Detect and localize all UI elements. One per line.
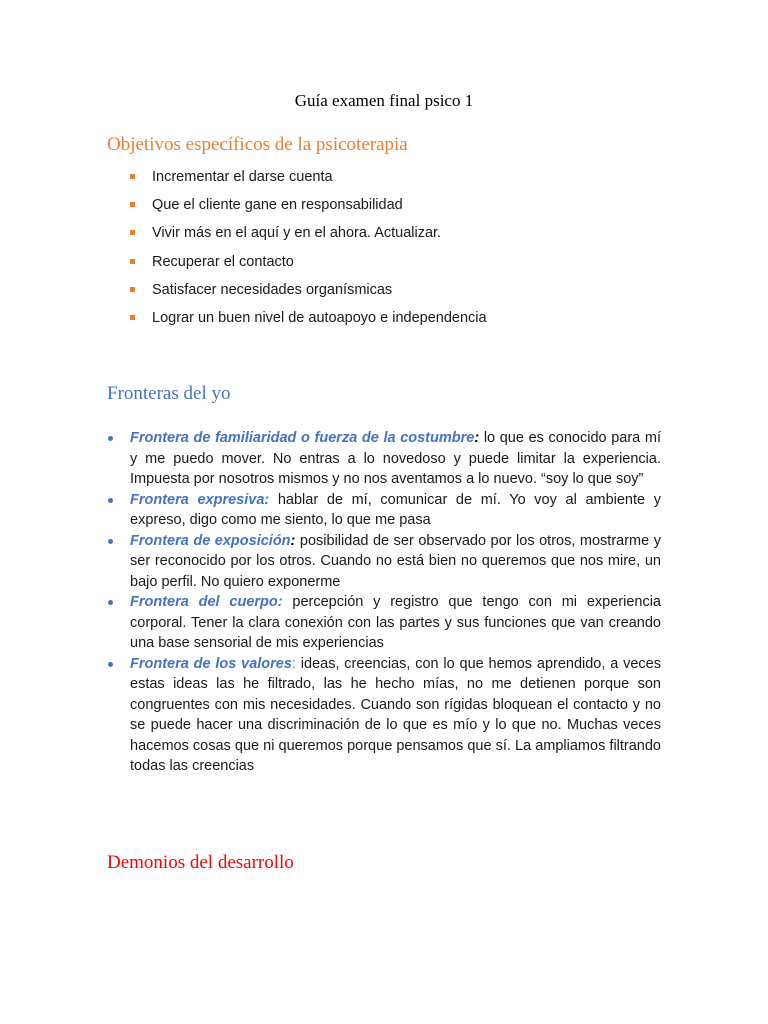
list-item-text: Incrementar el darse cuenta	[152, 169, 333, 185]
list-item	[130, 219, 487, 247]
square-bullet-icon	[130, 259, 135, 264]
list-item	[106, 531, 661, 593]
list-item-text: Recuperar el contacto	[152, 253, 294, 270]
list-item	[106, 428, 661, 490]
frontera-colon: :	[291, 655, 296, 672]
round-bullet-icon	[108, 600, 113, 605]
list-item	[130, 163, 487, 191]
frontera-term: Frontera de los valores	[130, 655, 292, 672]
frontera-term: Frontera de familiaridad o fuerza de la costumbre	[130, 430, 475, 446]
square-bullet-icon	[130, 202, 135, 207]
list-item-text: Que el cliente gane en responsabilidad	[152, 197, 403, 214]
list-item	[130, 276, 487, 304]
frontera-description: hablar de mí, comunicar de mí. Yo voy al ambiente y expreso, digo como me siento, lo que me pasa	[130, 491, 661, 528]
list-item-text: Lograr un buen nivel de autoapoyo e independencia	[152, 309, 487, 326]
fronteras-list	[106, 428, 661, 777]
square-bullet-icon	[130, 287, 135, 292]
square-bullet-icon	[130, 174, 135, 179]
frontera-description: posibilidad de ser observado por los otros, mostrarme y ser reconocido por los otros. Cuando no está bien no queremos que nos mire, un bajo perfil. No quiero exponerme	[130, 532, 661, 590]
frontera-colon: :	[290, 532, 296, 549]
list-item	[106, 490, 661, 531]
document-title: Guía examen final psico 1	[294, 91, 474, 110]
round-bullet-icon	[108, 436, 113, 441]
list-item-text: Satisfacer necesidades organísmicas	[152, 281, 393, 298]
frontera-description: ideas, creencias, con lo que hemos aprendido, a veces estas ideas las he filtrado, las he hecho mías, no me detienen porque son congruentes con mis necesidades. Cuando son rígidas bloquean el contacto y no se puede hacer una discriminación de lo que es mío y lo que no. Muchas veces hacemos cosas que ni queremos porque pensamos que sí. La ampliamos filtrando todas las creencias	[130, 655, 661, 774]
heading-objetivos: Objetivos específicos de la psicoterapia	[107, 134, 408, 155]
square-bullet-icon	[130, 230, 135, 235]
frontera-description: percepción y registro que tengo con mi experiencia corporal. Tener la clara conexión con las partes y sus funciones que van creando una base sensorial de mis experiencias	[130, 594, 661, 651]
heading-demonios: Demonios del desarrollo	[107, 852, 294, 873]
square-bullet-icon	[130, 315, 135, 320]
heading-fronteras: Fronteras del yo	[107, 383, 231, 404]
frontera-colon: :	[474, 430, 480, 446]
frontera-term: Frontera de exposición	[130, 532, 291, 549]
list-item	[130, 191, 487, 219]
list-item	[130, 248, 487, 276]
list-item	[130, 304, 487, 332]
list-item-text: Vivir más en el aquí y en el ahora. Actualizar.	[152, 225, 442, 242]
list-item	[106, 654, 661, 777]
round-bullet-icon	[108, 662, 113, 667]
frontera-term: Frontera expresiva:	[130, 491, 270, 508]
frontera-description: lo que es conocido para mí y me puedo mover. No entras a lo novedoso y puede limitar la experiencia. Impuesta por nosotros mismos y no nos aventamos a lo nuevo. “soy lo que soy”	[130, 430, 661, 487]
round-bullet-icon	[108, 539, 113, 544]
round-bullet-icon	[108, 498, 113, 503]
list-item	[106, 592, 661, 654]
objectives-list	[130, 163, 487, 332]
frontera-term: Frontera del cuerpo:	[130, 594, 283, 610]
